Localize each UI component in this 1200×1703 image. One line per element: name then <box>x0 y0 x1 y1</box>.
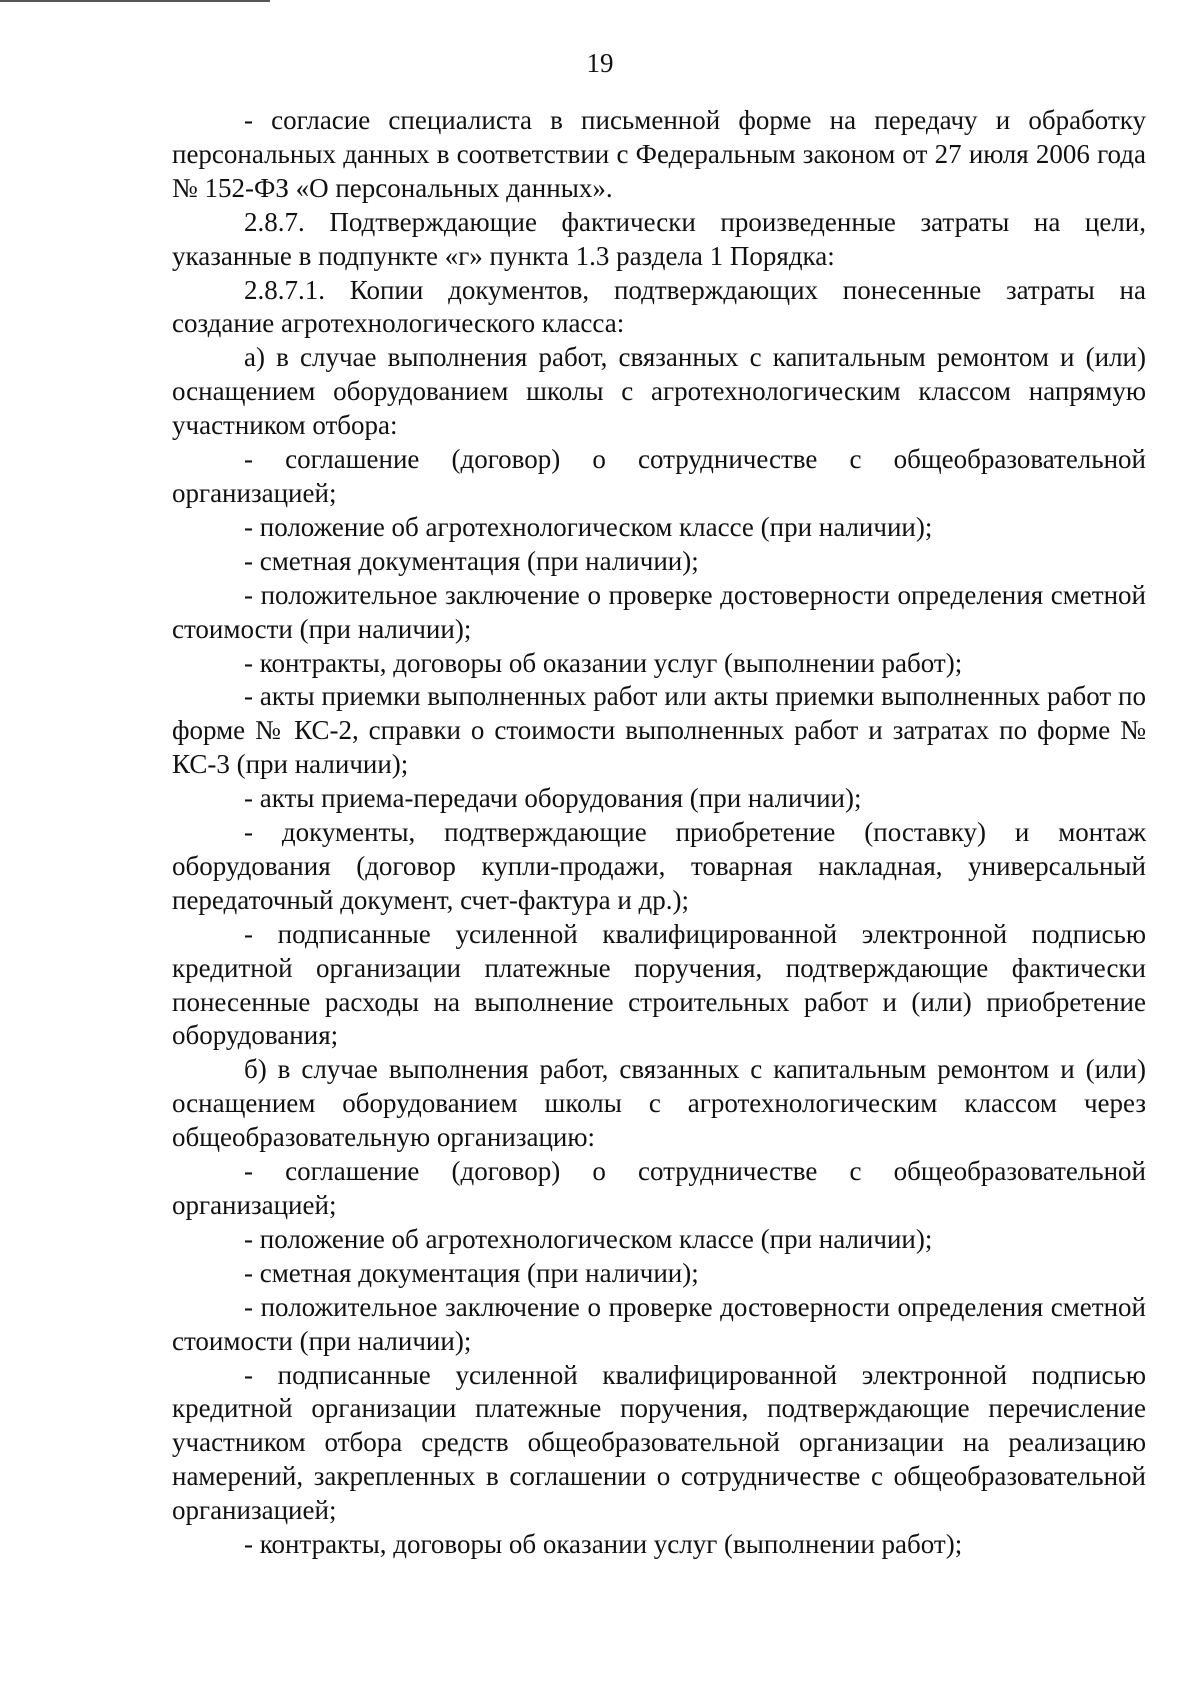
document-body <box>172 104 1146 1562</box>
list-item: - положительное заключение о проверке достоверности определения сметной стоимости (при наличии); <box>172 1291 1146 1356</box>
list-item: - подписанные усиленной квалифицированной электронной подписью кредитной организации платежные поручения, подтверждающие перечисление участником отбора средств общеобразовательной организации на реализацию намерений, закрепленных в соглашении о сотрудничестве с общеобразовательной организацией; <box>172 1359 1146 1526</box>
top-edge-line <box>0 0 270 2</box>
list-item: - акты приемки выполненных работ или акты приемки выполненных работ по форме № КС-2, справки о стоимости выполненных работ и затратах по форме № КС-3 (при наличии); <box>172 681 1146 780</box>
list-item: - акты приема-передачи оборудования (при наличии); <box>244 783 862 814</box>
page-number: 19 <box>586 48 614 78</box>
paragraph-item-b: б) в случае выполнения работ, связанных с капитальным ремонтом и (или) оснащением оборудованием школы с агротехнологическим классом через общеобразовательную организацию: <box>172 1054 1146 1153</box>
paragraph-consent: - согласие специалиста в письменной форме на передачу и обработку персональных данных в соответствии с Федеральным законом от 27 июля 2006 года № 152-ФЗ «О персональных данных». <box>172 105 1146 203</box>
list-item: - положительное заключение о проверке достоверности определения сметной стоимости (при наличии); <box>172 579 1146 644</box>
list-item: - положение об агротехнологическом классе (при наличии); <box>244 1223 933 1254</box>
list-item: - соглашение (договор) о сотрудничестве с общеобразовательной организацией; <box>172 444 1146 508</box>
paragraph-2-8-7: 2.8.7. Подтверждающие фактически произведенные затраты на цели, указанные в подпункте «г» пункта 1.3 раздела 1 Порядка: <box>172 206 1146 271</box>
list-item: - соглашение (договор) о сотрудничестве с общеобразовательной организацией; <box>172 1156 1146 1220</box>
list-item: - контракты, договоры об оказании услуг (выполнении работ); <box>244 1529 963 1560</box>
list-item: - положение об агротехнологическом классе (при наличии); <box>244 511 933 542</box>
list-item: - подписанные усиленной квалифицированной электронной подписью кредитной организации платежные поручения, подтверждающие фактически понесенные расходы на выполнение строительных работ и (или) приобретение оборудования; <box>172 918 1146 1051</box>
list-item: - контракты, договоры об оказании услуг (выполнении работ); <box>244 647 963 678</box>
paragraph-2-8-7-1: 2.8.7.1. Копии документов, подтверждающих понесенные затраты на создание агротехнологического класса: <box>172 274 1146 339</box>
list-item: - сметная документация (при наличии); <box>244 1257 699 1288</box>
list-item: - документы, подтверждающие приобретение (поставку) и монтаж оборудования (договор купли-продажи, товарная накладная, универсальный передаточный документ, счет-фактура и др.); <box>172 817 1146 915</box>
list-item: - сметная документация (при наличии); <box>244 545 699 576</box>
paragraph-item-a: а) в случае выполнения работ, связанных с капитальным ремонтом и (или) оснащением оборудованием школы с агротехнологическим классом напрямую участником отбора: <box>172 342 1146 441</box>
